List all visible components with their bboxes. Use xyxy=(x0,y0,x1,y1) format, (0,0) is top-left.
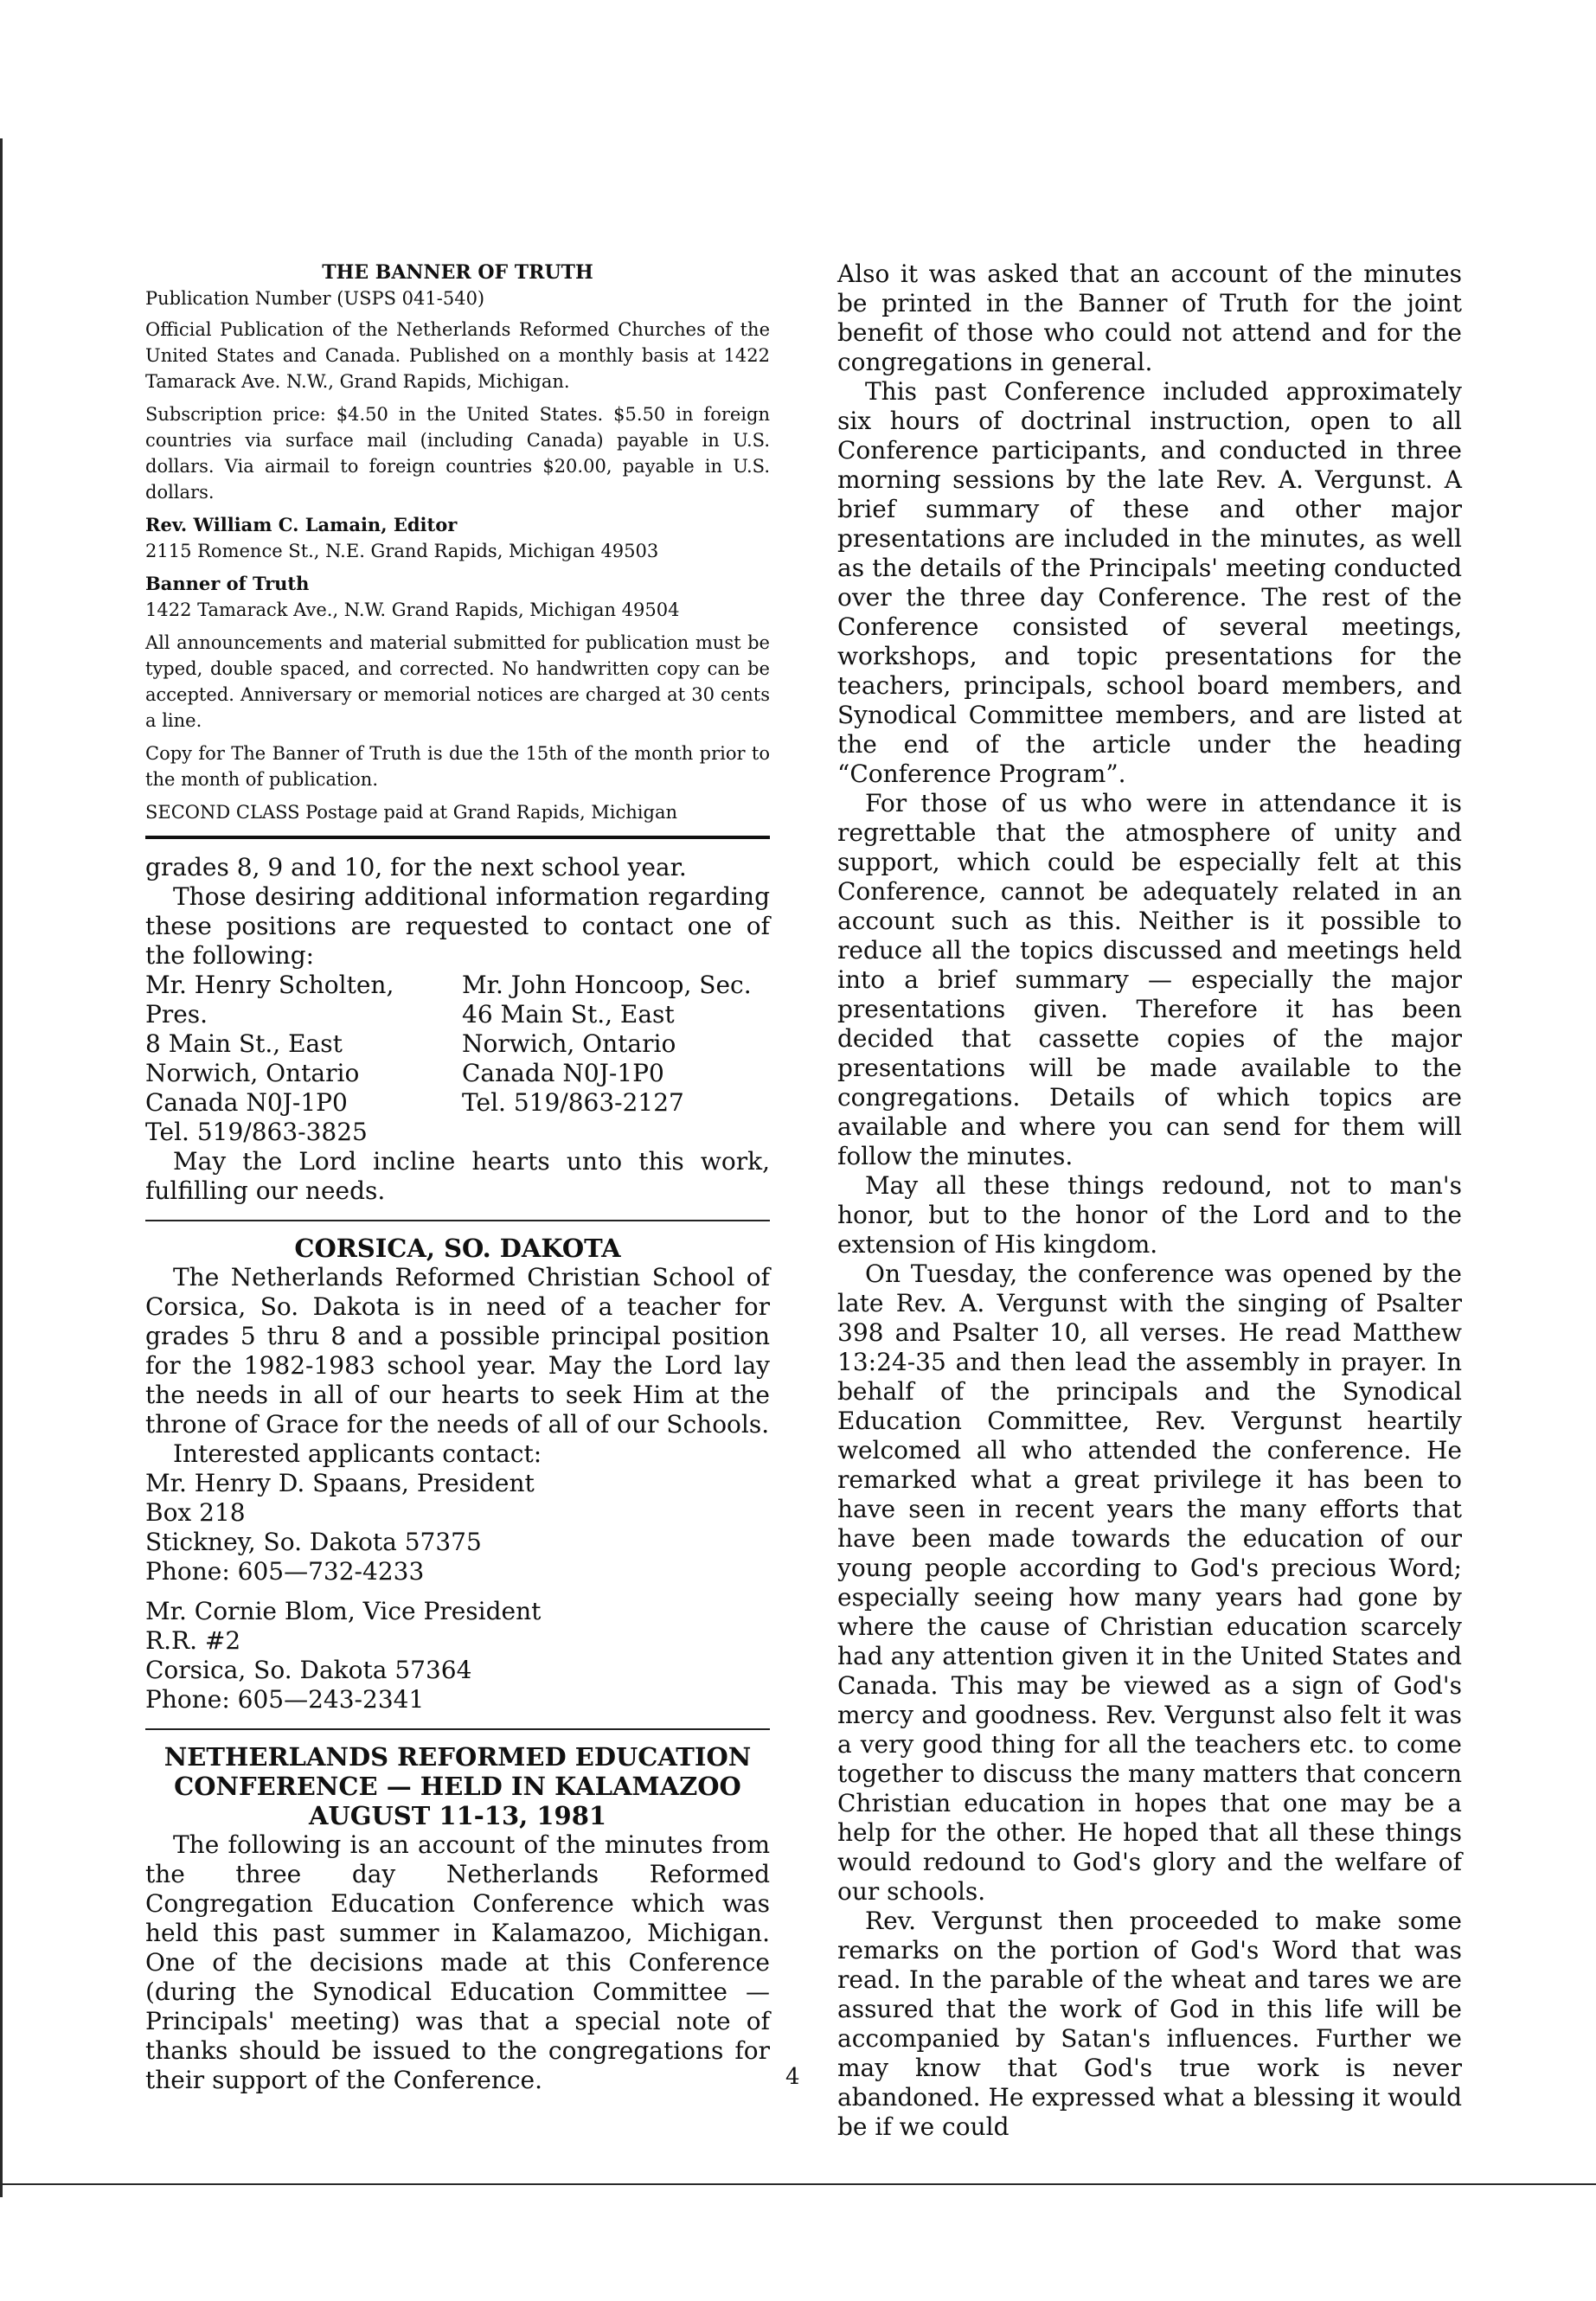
contact-name: Mr. Henry D. Spaans, President xyxy=(145,1469,535,1497)
contact-postal: Canada N0J-1P0 xyxy=(145,1088,348,1117)
official-publication: Official Publication of the Netherlands Reformed Churches of the United States and Canada. Published on a monthly basis at 1422 Tamarack Ave. N.W., Grand Rapids, Michigan. xyxy=(145,319,770,392)
masthead-title: THE BANNER OF TRUTH xyxy=(322,261,593,284)
contact-city: Norwich, Ontario xyxy=(145,1059,360,1087)
contact-tel: Tel. 519/863-2127 xyxy=(462,1088,684,1117)
contact-line-3: Stickney, So. Dakota 57375 xyxy=(145,1528,482,1556)
corsica-heading: CORSICA, SO. DAKOTA xyxy=(294,1234,621,1263)
scan-edge-left xyxy=(0,138,3,2197)
banner-label: Banner of Truth xyxy=(145,573,310,594)
norwich-paragraph-2: Those desiring additional information regarding these positions are requested to contact one of the following: xyxy=(145,882,770,970)
conference-section xyxy=(145,1742,770,2095)
contact-phone: Phone: 605—732-4233 xyxy=(145,1557,425,1586)
page-number: 4 xyxy=(785,2064,800,2090)
contact-city: Norwich, Ontario xyxy=(462,1029,676,1058)
contact-name: Mr. John Honcoop, Sec. xyxy=(462,971,752,999)
corsica-paragraph-2: Interested applicants contact: xyxy=(173,1439,542,1468)
copy-due-notice: Copy for The Banner of Truth is due the 15th of the month prior to the month of publication. xyxy=(145,743,770,790)
contact-name: Mr. Cornie Blom, Vice President xyxy=(145,1597,542,1625)
masthead xyxy=(145,260,770,825)
norwich-paragraph-1: grades 8, 9 and 10, for the next school year. xyxy=(145,853,687,881)
section-rule xyxy=(145,1220,770,1221)
editor-address: 2115 Romence St., N.E. Grand Rapids, Michigan 49503 xyxy=(145,541,659,561)
norwich-contacts xyxy=(145,971,770,1147)
norwich-closing: May the Lord incline hearts unto this work, fulfilling our needs. xyxy=(145,1147,770,1205)
right-paragraph-6: Rev. Vergunst then proceeded to make some remarks on the portion of God's Word that was read. In the parable of the wheat and tares we are assured that the work of God in this life will be accompanied by Satan's influences. Further we may know that God's true work is never abandoned. He expressed what a blessing it would be if we could xyxy=(837,1907,1462,2141)
right-paragraph-5: On Tuesday, the conference was opened by the late Rev. A. Vergunst with the singing of Psalter 398 and Psalter 10, all verses. He read Matthew 13:24-35 and then lead the assembly in prayer. In behalf of the principals and the Synodical Education Committee, Rev. Vergunst heartily welcomed all who attended the conference. He remarked what a great privilege it has been to have seen in recent years the many efforts that have been made towards the education of our young people according to God's precious Word; especially seeing how many years had gone by where the cause of Christian education scarcely had any attention given it in the United States and Canada. This may be viewed as a sign of God's mercy and goodness. Rev. Vergunst also felt it was a very good thing for all the teachers etc. to come together to discuss the many matters that concern Christian education in hopes that one may be a help for the other. He hoped that all these things would redound to God's glory and the welfare of our schools. xyxy=(837,1259,1462,1906)
subscription-price: Subscription price: $4.50 in the United States. $5.50 in foreign countries via surface mail (including Canada) payable in U.S. dollars. Via airmail to foreign countries $20.00, payable in U.S. dollars. xyxy=(145,404,770,503)
corsica-paragraph-1: The Netherlands Reformed Christian School of Corsica, So. Dakota is in need of a teacher for grades 5 thru 8 and a possible principal position for the 1982-1983 school year. May the Lord lay the needs in all of our hearts to seek Him at the throne of Grace for the needs of all of our Schools. xyxy=(145,1263,770,1439)
right-paragraph-4: May all these things redound, not to man's honor, but to the honor of the Lord and to the extension of His kingdom. xyxy=(837,1171,1462,1259)
contact-postal: Canada N0J-1P0 xyxy=(462,1059,664,1087)
contact-street: 46 Main St., East xyxy=(462,1000,675,1029)
postage-notice: SECOND CLASS Postage paid at Grand Rapids, Michigan xyxy=(145,802,678,823)
conference-paragraph-1: The following is an account of the minutes from the three day Netherlands Reformed Congregation Education Conference which was held this past summer in Kalamazoo, Michigan. One of the decisions made at this Conference (during the Synodical Education Committee — Principals' meeting) was that a special note of thanks should be issued to the congregations for their support of the Conference. xyxy=(145,1830,770,2094)
right-paragraph-3: For those of us who were in attendance it is regrettable that the atmosphere of unity and support, which could be especially felt at this Conference, cannot be adequately related in an account such as this. Neither is it possible to reduce all the topics discussed and meetings held into a brief summary — especially the major presentations given. Therefore it has been decided that cassette copies of the major presentations will be made available to the congregations. Details of which topics are available and where you can send for them will follow the minutes. xyxy=(837,789,1462,1170)
conference-heading-line-1: NETHERLANDS REFORMED EDUCATION xyxy=(163,1742,752,1772)
right-paragraph-2: This past Conference included approximately six hours of doctrinal instruction, open to all Conference participants, and conducted in three morning sessions by the late Rev. A. Vergunst. A brief summary of these and other major presentations are included in the minutes, as well as the details of the Principals' meeting conducted over the three day Conference. The rest of the Conference consisted of several meetings, workshops, and topic presentations for the teachers, principals, school board members, and Synodical Committee members, and are listed at the end of the article under the heading “Conference Program”. xyxy=(837,377,1462,788)
norwich-contact-1 xyxy=(145,971,453,1147)
masthead-rule xyxy=(145,836,770,839)
right-column xyxy=(837,260,1462,2142)
editor-name: Rev. William C. Lamain, Editor xyxy=(145,514,458,535)
corsica-contact-1 xyxy=(145,1469,770,1586)
section-rule xyxy=(145,1728,770,1730)
contact-street: 8 Main St., East xyxy=(145,1029,343,1058)
norwich-section xyxy=(145,853,770,1206)
norwich-contact-2 xyxy=(453,971,770,1147)
scan-edge-bottom xyxy=(0,2183,1596,2185)
contact-name: Mr. Henry Scholten, Pres. xyxy=(145,971,394,1029)
right-paragraph-1: Also it was asked that an account of the minutes be printed in the Banner of Truth for the joint benefit of those who could not attend and for the congregations in general. xyxy=(837,260,1462,376)
announcements-notice: All announcements and material submitted for publication must be typed, double spaced, and corrected. No handwritten copy can be accepted. Anniversary or memorial notices are charged at 30 cents a line. xyxy=(145,632,770,731)
contact-tel: Tel. 519/863-3825 xyxy=(145,1118,368,1146)
publication-number: Publication Number (USPS 041-540) xyxy=(145,288,485,309)
left-column xyxy=(145,260,770,2095)
banner-address: 1422 Tamarack Ave., N.W. Grand Rapids, Michigan 49504 xyxy=(145,599,680,620)
contact-line-2: R.R. #2 xyxy=(145,1626,241,1655)
contact-phone: Phone: 605—243-2341 xyxy=(145,1685,425,1714)
corsica-section xyxy=(145,1234,770,1715)
conference-heading-line-2: CONFERENCE — HELD IN KALAMAZOO xyxy=(174,1772,741,1801)
corsica-contact-2 xyxy=(145,1597,770,1715)
conference-heading-line-3: AUGUST 11-13, 1981 xyxy=(308,1801,607,1830)
contact-line-3: Corsica, So. Dakota 57364 xyxy=(145,1656,472,1684)
contact-line-2: Box 218 xyxy=(145,1498,246,1527)
